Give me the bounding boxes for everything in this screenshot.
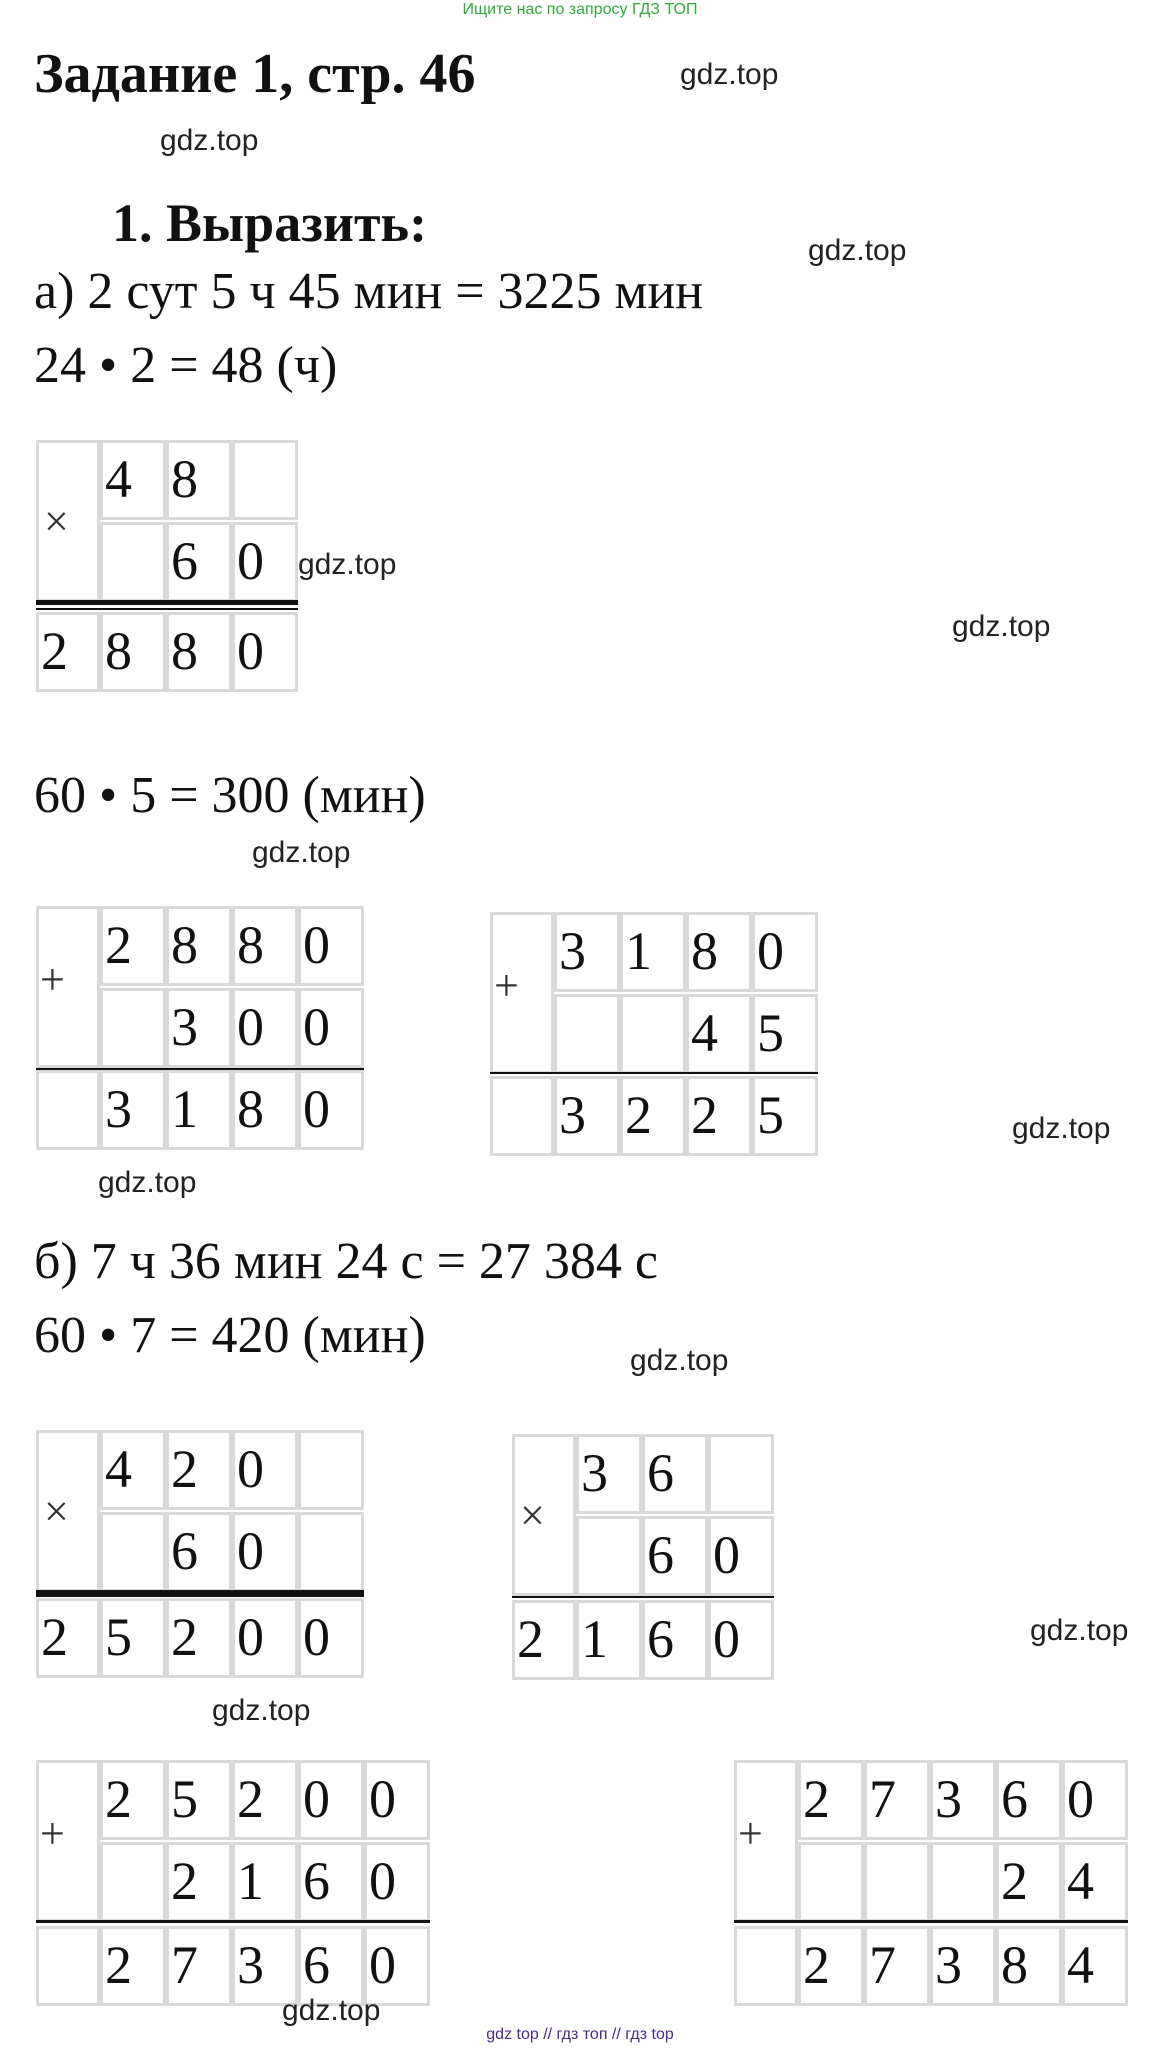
- step-a2: 60 • 5 = 300 (мин): [34, 767, 426, 824]
- watermark: gdz.top: [808, 234, 907, 267]
- digit-cell: 0: [364, 1760, 430, 1840]
- digit-cell: 3: [576, 1434, 642, 1514]
- digit-cell: 0: [364, 1842, 430, 1922]
- digit-cell: 6: [298, 1926, 364, 2006]
- digit-cell: 6: [166, 1512, 232, 1592]
- digit-cell: 8: [166, 906, 232, 986]
- digit-cell: 0: [752, 912, 818, 992]
- digit-cell: 0: [232, 1430, 298, 1510]
- digit-cell: [100, 988, 166, 1068]
- digit-cell: 6: [642, 1516, 708, 1596]
- digit-cell: 3: [554, 912, 620, 992]
- digit-cell: 6: [298, 1842, 364, 1922]
- result-line: [36, 1920, 430, 1923]
- empty-cell: [734, 1926, 798, 2006]
- digit-cell: 6: [642, 1434, 708, 1514]
- watermark: gdz.top: [212, 1694, 311, 1727]
- digit-cell: 0: [298, 1760, 364, 1840]
- watermark: gdz.top: [298, 548, 397, 581]
- watermark: gdz.top: [680, 58, 779, 91]
- digit-cell: [298, 1430, 364, 1510]
- watermark: gdz.top: [98, 1166, 197, 1199]
- digit-cell: 1: [166, 1070, 232, 1150]
- multiply-sign: ×: [44, 1487, 69, 1536]
- digit-cell: 2: [36, 1598, 100, 1678]
- digit-cell: 7: [864, 1760, 930, 1840]
- watermark: gdz.top: [282, 1994, 381, 2027]
- digit-cell: 8: [232, 1070, 298, 1150]
- digit-cell: 0: [232, 988, 298, 1068]
- plus-sign: +: [40, 1809, 65, 1858]
- digit-cell: [864, 1842, 930, 1922]
- watermark: gdz.top: [1012, 1112, 1111, 1145]
- digit-cell: 0: [708, 1516, 774, 1596]
- watermark: gdz.top: [630, 1344, 729, 1377]
- digit-cell: 6: [642, 1600, 708, 1680]
- statement-b: б) 7 ч 36 мин 24 с = 27 384 с: [34, 1233, 658, 1290]
- digit-cell: 3: [166, 988, 232, 1068]
- section-heading: 1. Выразить:: [112, 193, 428, 253]
- digit-cell: [100, 1512, 166, 1592]
- digit-cell: 2: [166, 1430, 232, 1510]
- empty-cell: [36, 1926, 100, 2006]
- digit-cell: 0: [298, 988, 364, 1068]
- watermark: gdz.top: [1030, 1614, 1129, 1647]
- digit-cell: 7: [166, 1926, 232, 2006]
- digit-cell: 5: [100, 1598, 166, 1678]
- digit-cell: [232, 440, 298, 520]
- digit-cell: 2: [996, 1842, 1062, 1922]
- digit-cell: 7: [864, 1926, 930, 2006]
- digit-cell: 4: [100, 440, 166, 520]
- watermark: gdz.top: [952, 610, 1051, 643]
- digit-cell: 2: [100, 1760, 166, 1840]
- digit-cell: [930, 1842, 996, 1922]
- digit-cell: 0: [232, 522, 298, 602]
- empty-cell: [490, 1076, 554, 1156]
- digit-cell: 2: [512, 1600, 576, 1680]
- digit-cell: 3: [554, 1076, 620, 1156]
- digit-cell: 0: [232, 1512, 298, 1592]
- result-line: [512, 1596, 774, 1598]
- digit-cell: 2: [686, 1076, 752, 1156]
- digit-cell: [100, 522, 166, 602]
- digit-cell: 2: [166, 1842, 232, 1922]
- result-line: [490, 1072, 818, 1074]
- digit-cell: 8: [232, 906, 298, 986]
- result-line: [36, 600, 298, 605]
- multiply-sign: ×: [520, 1491, 545, 1540]
- result-line: [36, 608, 298, 610]
- digit-cell: [798, 1842, 864, 1922]
- digit-cell: 4: [1062, 1842, 1128, 1922]
- statement-a: а) 2 сут 5 ч 45 мин = 3225 мин: [34, 263, 704, 320]
- digit-cell: 3: [100, 1070, 166, 1150]
- digit-cell: 0: [232, 1598, 298, 1678]
- digit-cell: 8: [166, 440, 232, 520]
- digit-cell: 2: [166, 1598, 232, 1678]
- digit-cell: 8: [996, 1926, 1062, 2006]
- digit-cell: [554, 994, 620, 1074]
- digit-cell: 2: [620, 1076, 686, 1156]
- digit-cell: 2: [798, 1926, 864, 2006]
- digit-cell: 0: [298, 906, 364, 986]
- page-title: Задание 1, стр. 46: [34, 43, 476, 105]
- watermark: gdz.top: [160, 124, 259, 157]
- search-banner: Ищите нас по запросу ГДЗ ТОП: [462, 1, 698, 18]
- digit-cell: 2: [100, 906, 166, 986]
- digit-cell: [100, 1842, 166, 1922]
- digit-cell: 1: [576, 1600, 642, 1680]
- digit-cell: 6: [166, 522, 232, 602]
- plus-sign: +: [738, 1809, 763, 1858]
- digit-cell: 0: [364, 1926, 430, 2006]
- digit-cell: 5: [166, 1760, 232, 1840]
- digit-cell: 1: [232, 1842, 298, 1922]
- digit-cell: [708, 1434, 774, 1514]
- digit-cell: 4: [100, 1430, 166, 1510]
- digit-cell: 4: [1062, 1926, 1128, 2006]
- digit-cell: [576, 1516, 642, 1596]
- digit-cell: [298, 1512, 364, 1592]
- digit-cell: 3: [930, 1926, 996, 2006]
- digit-cell: 3: [930, 1760, 996, 1840]
- digit-cell: 0: [708, 1600, 774, 1680]
- result-line: [36, 1590, 364, 1597]
- digit-cell: 4: [686, 994, 752, 1074]
- watermark: gdz.top: [252, 836, 351, 869]
- digit-cell: 3: [232, 1926, 298, 2006]
- multiply-sign: ×: [44, 497, 69, 546]
- digit-cell: 6: [996, 1760, 1062, 1840]
- digit-cell: 2: [232, 1760, 298, 1840]
- empty-cell: [36, 1070, 100, 1150]
- digit-cell: 1: [620, 912, 686, 992]
- step-a1: 24 • 2 = 48 (ч): [34, 337, 338, 394]
- result-line: [734, 1920, 1128, 1923]
- digit-cell: 2: [798, 1760, 864, 1840]
- digit-cell: 0: [298, 1070, 364, 1150]
- digit-cell: 2: [36, 612, 100, 692]
- digit-cell: 5: [752, 1076, 818, 1156]
- digit-cell: 0: [298, 1598, 364, 1678]
- digit-cell: 2: [100, 1926, 166, 2006]
- digit-cell: 8: [686, 912, 752, 992]
- step-b1: 60 • 7 = 420 (мин): [34, 1307, 426, 1364]
- plus-sign: +: [40, 955, 65, 1004]
- footer-links: gdz top // гдз топ // гдз top: [486, 2026, 674, 2043]
- digit-cell: 0: [1062, 1760, 1128, 1840]
- digit-cell: 8: [100, 612, 166, 692]
- digit-cell: 0: [232, 612, 298, 692]
- digit-cell: 5: [752, 994, 818, 1074]
- plus-sign: +: [494, 961, 519, 1010]
- digit-cell: 8: [166, 612, 232, 692]
- digit-cell: [620, 994, 686, 1074]
